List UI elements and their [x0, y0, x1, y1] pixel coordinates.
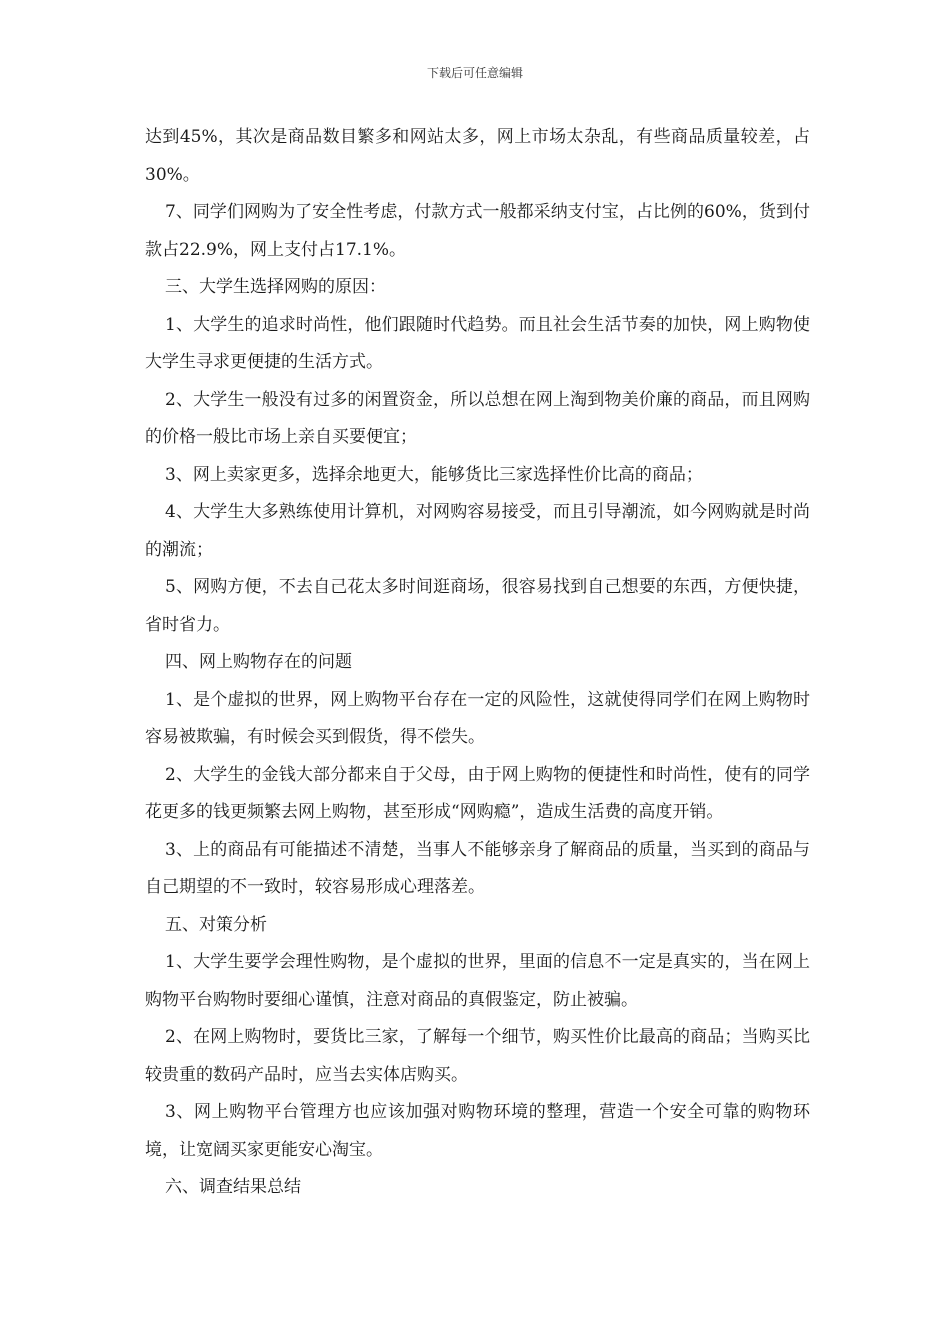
paragraph: 2、在网上购物时，要货比三家，了解每一个细节，购买性价比最高的商品；当购买比较贵重的数码产品时，应当去实体店购买。	[145, 1027, 810, 1085]
paragraph: 1、大学生要学会理性购物，是个虚拟的世界，里面的信息不一定是真实的，当在网上购物平台购物时要细心谨慎，注意对商品的真假鉴定，防止被骗。	[145, 952, 810, 1010]
paragraph: 3、网上卖家更多，选择余地更大，能够货比三家选择性价比高的商品；	[165, 464, 703, 485]
paragraph: 3、上的商品有可能描述不清楚，当事人不能够亲身了解商品的质量，当买到的商品与自己期望的不一致时，较容易形成心理落差。	[145, 839, 810, 897]
section-heading: 五、对策分析	[165, 914, 267, 935]
paragraph: 2、大学生的金钱大部分都来自于父母，由于网上购物的便捷性和时尚性，使有的同学花更多的钱更频繁去网上购物，甚至形成“网购瘾”，造成生活费的高度开销。	[145, 764, 810, 822]
paragraph: 3、网上购物平台管理方也应该加强对购物环境的整理，营造一个安全可靠的购物环境，让宽阔买家更能安心淘宝。	[145, 1102, 810, 1160]
section-heading: 三、大学生选择网购的原因：	[165, 277, 386, 297]
paragraph: 7、同学们网购为了安全性考虑，付款方式一般都采纳支付宝，占比例的60%，货到付款占22.9%，网上支付占17.1%。	[145, 202, 810, 260]
paragraph: 5、网购方便，不去自己花太多时间逛商场，很容易找到自己想要的东西，方便快捷，省时省力。	[145, 577, 810, 635]
paragraph: 2、大学生一般没有过多的闲置资金，所以总想在网上淘到物美价廉的商品，而且网购的价格一般比市场上亲自买要便宜；	[145, 389, 810, 447]
section-heading: 六、调查结果总结	[165, 1177, 301, 1197]
paragraph: 1、大学生的追求时尚性，他们跟随时代趋势。而且社会生活节奏的加快，网上购物使大学生寻求更便捷的生活方式。	[145, 314, 810, 372]
paragraph: 达到45%，其次是商品数目繁多和网站太多，网上市场太杂乱，有些商品质量较差，占30%。	[145, 127, 810, 185]
paragraph: 1、是个虚拟的世界，网上购物平台存在一定的风险性，这就使得同学们在网上购物时容易被欺骗，有时候会买到假货，得不偿失。	[145, 689, 810, 747]
page-header: 下载后可任意编辑	[426, 66, 523, 80]
paragraph: 4、大学生大多熟练使用计算机，对网购容易接受，而且引导潮流，如今网购就是时尚的潮流；	[145, 502, 810, 560]
document-body	[145, 119, 810, 1207]
section-heading: 四、网上购物存在的问题	[165, 652, 352, 672]
